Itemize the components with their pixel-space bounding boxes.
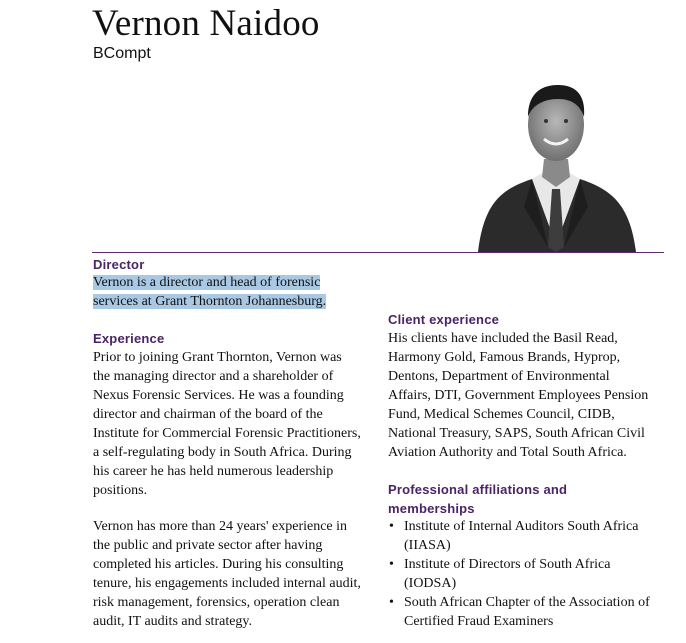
text-line: National Treasury, SAPS, South African Civil [388,426,645,441]
client-experience-heading: Client experience [388,312,500,327]
affiliations-list [388,517,678,631]
text-line: tenure, his engagements included internal audit, [93,576,361,591]
person-name: Vernon Naidoo [92,3,320,44]
client-experience-text [388,329,678,462]
text-line: • Institute of Directors of South Africa [404,557,611,572]
text-line: risk management, forensics, operation clean [93,595,340,610]
director-line: services at Grant Thornton Johannesburg. [93,294,327,309]
text-line: His clients have included the Basil Read, [388,331,618,346]
text-line: • Institute of Internal Auditors South Africa [404,519,639,534]
text-line: the public and private sector after having [93,538,323,553]
experience-paragraph-2 [93,517,378,631]
text-line: (IODSA) [404,576,457,591]
experience-paragraph-1 [93,348,378,500]
director-heading: Director [93,257,145,272]
text-line: Prior to joining Grant Thornton, Vernon was [93,350,342,365]
text-line: his career he has held numerous leadership [93,464,334,479]
director-line: Vernon is a director and head of forensic [93,275,321,290]
text-line: positions. [93,483,148,498]
text-line: Institute for Commercial Forensic Practitioners, [93,426,361,441]
text-line: the managing director and a shareholder of [93,369,334,384]
text-line: director and chairman of the board of the [93,407,323,422]
affiliations-heading [388,480,567,518]
list-item [388,555,678,593]
text-line: Fund, Medical Schemes Council, CIDB, [388,407,615,422]
list-item [388,593,678,631]
experience-heading: Experience [93,331,165,346]
text-line: • South African Chapter of the Association of [404,595,650,610]
text-line: audit, IT audits and strategy. [93,614,253,629]
text-line: Aviation Authority and Total South Africa. [388,445,627,460]
heading-line: Professional affiliations and [388,482,568,497]
text-line: completed his articles. During his consulting [93,557,344,572]
text-line: Dentons, Department of Environmental [388,369,610,384]
text-line: Vernon has more than 24 years' experience in [93,519,348,534]
credentials: BCompt [93,45,151,62]
text-line: a self-regulating body in South Africa. During [93,445,352,460]
director-text [93,273,326,311]
text-line: Harmony Gold, Famous Brands, Hyprop, [388,350,621,365]
portrait-photo [474,77,638,252]
text-line: (IIASA) [404,538,451,553]
text-line: Affairs, DTI, Government Employees Pension [388,388,649,403]
text-line: Certified Fraud Examiners [404,614,554,629]
heading-line: memberships [388,501,475,516]
list-item [388,517,678,555]
text-line: Nexus Forensic Services. He was a founding [93,388,344,403]
section-divider [92,252,664,253]
